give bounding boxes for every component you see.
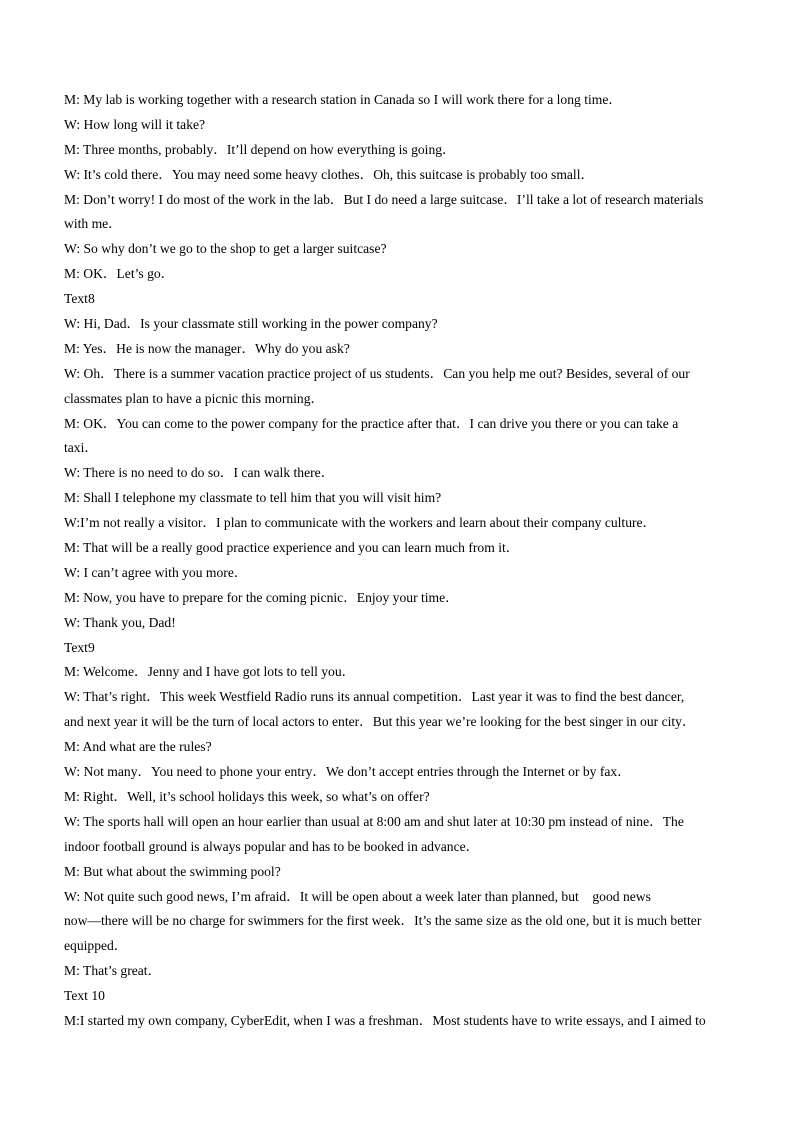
section-heading: Text8 [64,291,95,307]
dialogue-line: M: Right．Well, it’s school holidays this week, so what’s on offer? [64,788,430,804]
dialogue-line: M: Three months, probably．It’ll depend on how everything is going． [64,141,456,157]
document-page [64,88,730,1034]
dialogue-line: M: Don’t worry! I do most of the work in the lab．But I do need a large suitcase．I’ll take a lot of research materials [64,191,704,207]
dialogue-line: with me． [64,216,122,232]
dialogue-line: W: It’s cold there．You may need some heavy clothes．Oh, this suitcase is probably too small． [64,166,595,182]
dialogue-line: and next year it will be the turn of local actors to enter．But this year we’re looking for the best singer in our city． [64,714,696,730]
dialogue-line: M: And what are the rules? [64,739,212,755]
dialogue-line: taxi． [64,440,98,456]
dialogue-line: M: But what about the swimming pool? [64,863,281,879]
dialogue-line: M: OK．You can come to the power company for the practice after that．I can drive you there or you can take a [64,415,679,431]
dialogue-line: W: Not many．You need to phone your entry．We don’t accept entries through the Internet or by fax． [64,764,631,780]
dialogue-line: W: So why don’t we go to the shop to get a larger suitcase? [64,241,387,257]
dialogue-line: W: That’s right．This week Westfield Radio runs its annual competition．Last year it was to find the best dancer, [64,689,685,705]
dialogue-line: W: The sports hall will open an hour earlier than usual at 8:00 am and shut later at 10:30 pm instead of nine．The [64,813,684,829]
dialogue-line: M: Now, you have to prepare for the coming picnic．Enjoy your time． [64,589,459,605]
dialogue-line: W:I’m not really a visitor．I plan to communicate with the workers and learn about their company culture． [64,515,657,531]
dialogue-line: classmates plan to have a picnic this morning． [64,390,325,406]
dialogue-line: W: Hi, Dad．Is your classmate still working in the power company? [64,316,438,332]
dialogue-line: equipped． [64,938,128,954]
dialogue-line: M: OK．Let’s go． [64,266,175,282]
dialogue-line: W: Thank you, Dad! [64,614,176,630]
dialogue-line: W: Not quite such good news, I’m afraid．It will be open about a week later than planned, but good news [64,888,651,904]
dialogue-line: indoor football ground is always popular and has to be booked in advance． [64,838,480,854]
dialogue-line: W: There is no need to do so．I can walk there． [64,465,335,481]
dialogue-line: M: That will be a really good practice experience and you can learn much from it． [64,540,520,556]
dialogue-line: M: Welcome．Jenny and I have got lots to tell you． [64,664,356,680]
dialogue-line: M: Yes．He is now the manager．Why do you ask? [64,340,350,356]
dialogue-line: now—there will be no charge for swimmers for the first week．It’s the same size as the old one, but it is much better [64,913,702,929]
dialogue-line: W: Oh．There is a summer vacation practice project of us students．Can you help me out? Besides, several of our [64,365,690,381]
dialogue-line: M:I started my own company, CyberEdit, when I was a freshman．Most students have to write essays, and I aimed to [64,1012,706,1028]
section-heading: Text 10 [64,988,105,1004]
dialogue-line: M: Shall I telephone my classmate to tell him that you will visit him? [64,490,442,506]
dialogue-line: M: That’s great． [64,963,162,979]
dialogue-line: W: How long will it take? [64,116,206,132]
section-heading: Text9 [64,639,95,655]
dialogue-line: M: My lab is working together with a research station in Canada so I will work there for a long time． [64,92,622,107]
dialogue-line: W: I can’t agree with you more． [64,564,248,580]
